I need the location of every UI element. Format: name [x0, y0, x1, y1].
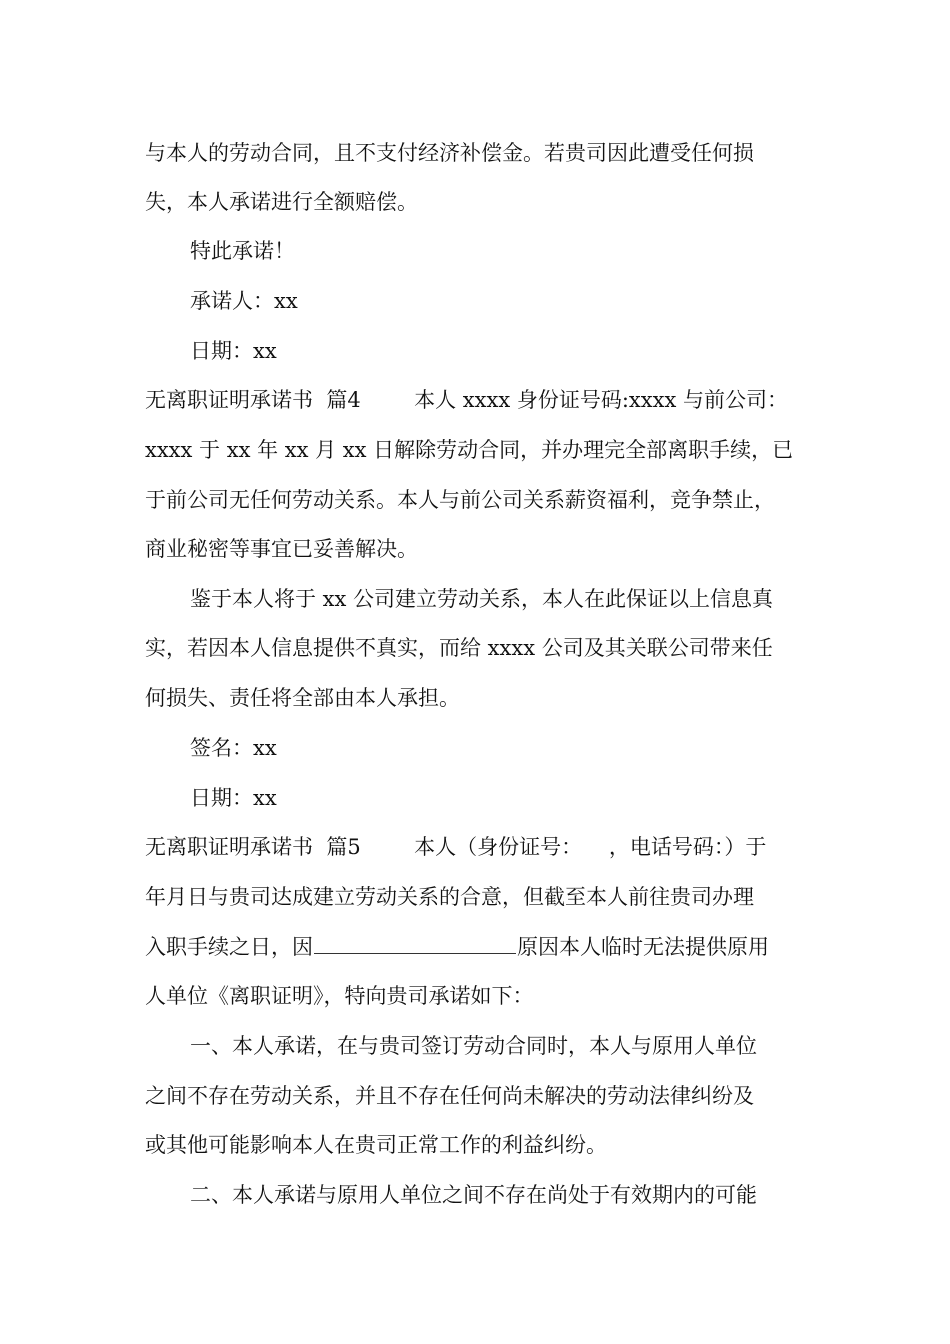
- text-line: 二、本人承诺与原用人单位之间不存在尚处于有效期内的可能: [190, 1183, 757, 1207]
- text-line-with-blank: [145, 933, 769, 961]
- text-line: 一、本人承诺，在与贵司签订劳动合同时，本人与原用人单位: [190, 1034, 757, 1058]
- section-heading-4: 无离职证明承诺书 篇4 本人 xxxx 身份证号码:xxxx 与前公司：: [145, 388, 788, 412]
- text-line: 之间不存在劳动关系，并且不存在任何尚未解决的劳动法律纠纷及: [145, 1084, 754, 1108]
- text-segment: 入职手续之日，因: [145, 935, 313, 959]
- text-line: 何损失、责任将全部由本人承担。: [145, 686, 460, 710]
- date-line: 日期：xx: [190, 339, 277, 363]
- closing-statement: 特此承诺！: [190, 239, 295, 263]
- text-line: 商业秘密等事宜已妥善解决。: [145, 537, 418, 561]
- text-line: 或其他可能影响本人在贵司正常工作的利益纠纷。: [145, 1133, 607, 1157]
- text-segment: 原因本人临时无法提供原用: [517, 935, 769, 959]
- text-line: 鉴于本人将于 xx 公司建立劳动关系，本人在此保证以上信息真: [190, 587, 774, 611]
- text-line: 实，若因本人信息提供不真实，而给 xxxx 公司及其关联公司带来任: [145, 636, 773, 660]
- signature-line: 签名：xx: [190, 736, 277, 760]
- text-line: 年月日与贵司达成建立劳动关系的合意，但截至本人前往贵司办理: [145, 885, 754, 909]
- text-line: xxxx 于 xx 年 xx 月 xx 日解除劳动合同，并办理完全部离职手续，已: [145, 438, 794, 462]
- fill-in-blank: [314, 933, 516, 954]
- date-line: 日期：xx: [190, 786, 277, 810]
- text-line: 于前公司无任何劳动关系。本人与前公司关系薪资福利，竞争禁止，: [145, 488, 775, 512]
- text-line: 人单位《离职证明》，特向贵司承诺如下：: [145, 984, 534, 1008]
- text-line: 与本人的劳动合同，且不支付经济补偿金。若贵司因此遭受任何损: [145, 141, 754, 165]
- text-line: 失，本人承诺进行全额赔偿。: [145, 190, 418, 214]
- section-heading-5: 无离职证明承诺书 篇5 本人（身份证号： ，电话号码：）于: [145, 835, 767, 859]
- promisor-line: 承诺人：xx: [190, 289, 298, 313]
